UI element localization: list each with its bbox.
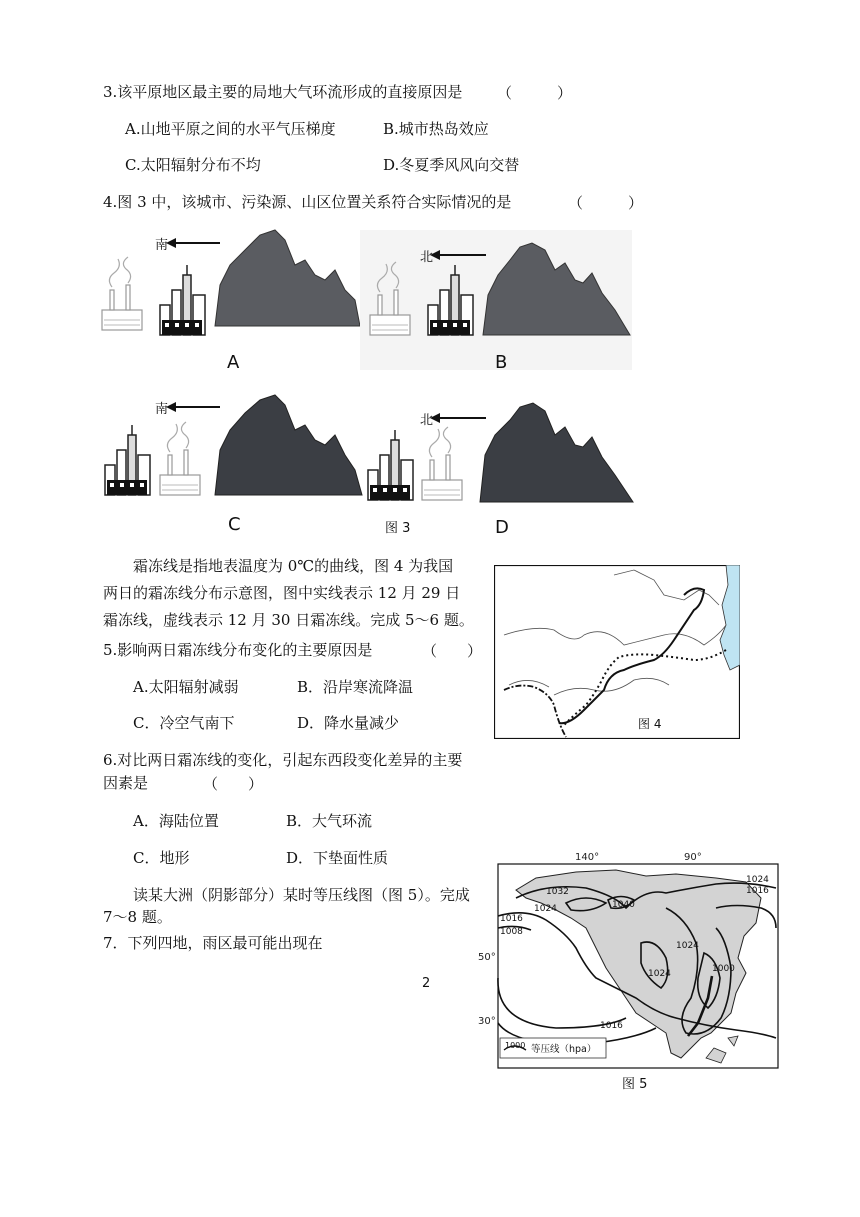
fig5-isobar-label-1016-south: 1016 (600, 1021, 623, 1031)
pressure-intro-line-2: 7～8 题。 (103, 908, 172, 926)
figure-5 (476, 848, 782, 1070)
fig3-d-direction: 北 (420, 413, 434, 428)
pressure-intro-line-1: 读某大洲（阴影部分）某时等压线图（图 5）。完成 (133, 886, 470, 904)
fig5-legend (500, 1038, 606, 1058)
figure-3 (100, 225, 635, 545)
q6-stem-line-1: 6.对比两日霜冻线的变化，引起东西段变化差异的主要 (103, 751, 463, 769)
fig5-isobar-label-1032: 1032 (546, 887, 569, 897)
q5-option-d[interactable]: D．降水量减少 (297, 714, 400, 732)
q3-stem: 3.该平原地区最主要的局地大气环流形成的直接原因是 (103, 83, 463, 101)
figure-4-caption: 图 4 (638, 717, 662, 731)
q4-answer-paren[interactable]: （ ） (568, 194, 644, 212)
q5-option-b[interactable]: B．沿岸寒流降温 (297, 678, 414, 696)
q7-stem: 7．下列四地，雨区最可能出现在 (103, 934, 323, 952)
q5-stem: 5.影响两日霜冻线分布变化的主要原因是 (103, 641, 373, 659)
figure-4 (494, 565, 740, 739)
fig3-a-label: A (227, 352, 240, 373)
fig5-isobar-label-1040: 1040 (612, 900, 635, 910)
fig3-d-label: D (495, 517, 509, 538)
frost-intro-line-1: 霜冻线是指地表温度为 0℃的曲线，图 4 为我国 (133, 557, 454, 575)
q6-option-b[interactable]: B．大气环流 (286, 812, 373, 830)
fig3-panel-a (102, 230, 360, 373)
fig5-legend-value: 1000 (505, 1041, 526, 1050)
page-number: 2 (422, 976, 431, 991)
fig3-a-direction: 南 (155, 238, 169, 253)
frost-intro-line-2: 两日的霜冻线分布示意图，图中实线表示 12 月 29 日 (103, 584, 461, 602)
frost-intro-line-3: 霜冻线，虚线表示 12 月 30 日霜冻线。完成 5～6 题。 (103, 611, 474, 629)
fig5-isobar-label-1024-inner: 1024 (676, 941, 699, 951)
figure-3-caption: 图 3 (385, 521, 411, 536)
fig3-b-label: B (495, 352, 508, 373)
figure-5-caption: 图 5 (622, 1077, 648, 1092)
q5-option-a[interactable]: A.太阳辐射减弱 (133, 678, 239, 696)
q3-option-a[interactable]: A.山地平原之间的水平气压梯度 (125, 120, 336, 138)
fig5-lon-90: 90° (684, 852, 702, 863)
q6-stem-line-2: 因素是 (103, 774, 149, 792)
q6-option-d[interactable]: D．下垫面性质 (286, 849, 389, 867)
q3-option-c[interactable]: C.太阳辐射分布不均 (125, 156, 261, 174)
q3-option-b[interactable]: B.城市热岛效应 (383, 120, 489, 138)
fig5-isobar-label-1024-center: 1024 (648, 969, 671, 979)
q3-answer-paren[interactable]: （ ） (497, 84, 573, 102)
fig5-lon-140: 140° (575, 852, 600, 863)
q5-option-c[interactable]: C．冷空气南下 (133, 714, 235, 732)
fig5-isobar-label-1000: 1000 (712, 964, 735, 974)
q5-answer-paren[interactable]: （ ） (422, 642, 483, 660)
q4-stem: 4.图 3 中，该城市、污染源、山区位置关系符合实际情况的是 (103, 193, 512, 211)
fig5-lat-50: 50° (478, 952, 496, 963)
fig5-lat-30: 30° (478, 1016, 496, 1027)
fig5-isobar-label-1008: 1008 (500, 927, 523, 937)
q6-answer-paren[interactable]: （ ） (203, 775, 264, 793)
fig5-isobar-label-1024: 1024 (534, 904, 557, 914)
fig3-b-direction: 北 (420, 250, 434, 265)
fig3-c-direction: 南 (155, 402, 169, 417)
q6-option-c[interactable]: C．地形 (133, 849, 190, 867)
fig3-c-label: C (228, 514, 241, 535)
q6-option-a[interactable]: A．海陆位置 (133, 812, 219, 830)
q3-option-d[interactable]: D.冬夏季风风向交替 (383, 156, 520, 174)
fig5-legend-text: 等压线（hpa） (531, 1044, 597, 1055)
fig3-panel-c (105, 395, 362, 535)
fig5-isobar-label-1016-west: 1016 (500, 914, 523, 924)
fig5-isobar-label-1024-east: 1024 (746, 875, 769, 885)
fig5-isobar-label-1016-east: 1016 (746, 886, 769, 896)
